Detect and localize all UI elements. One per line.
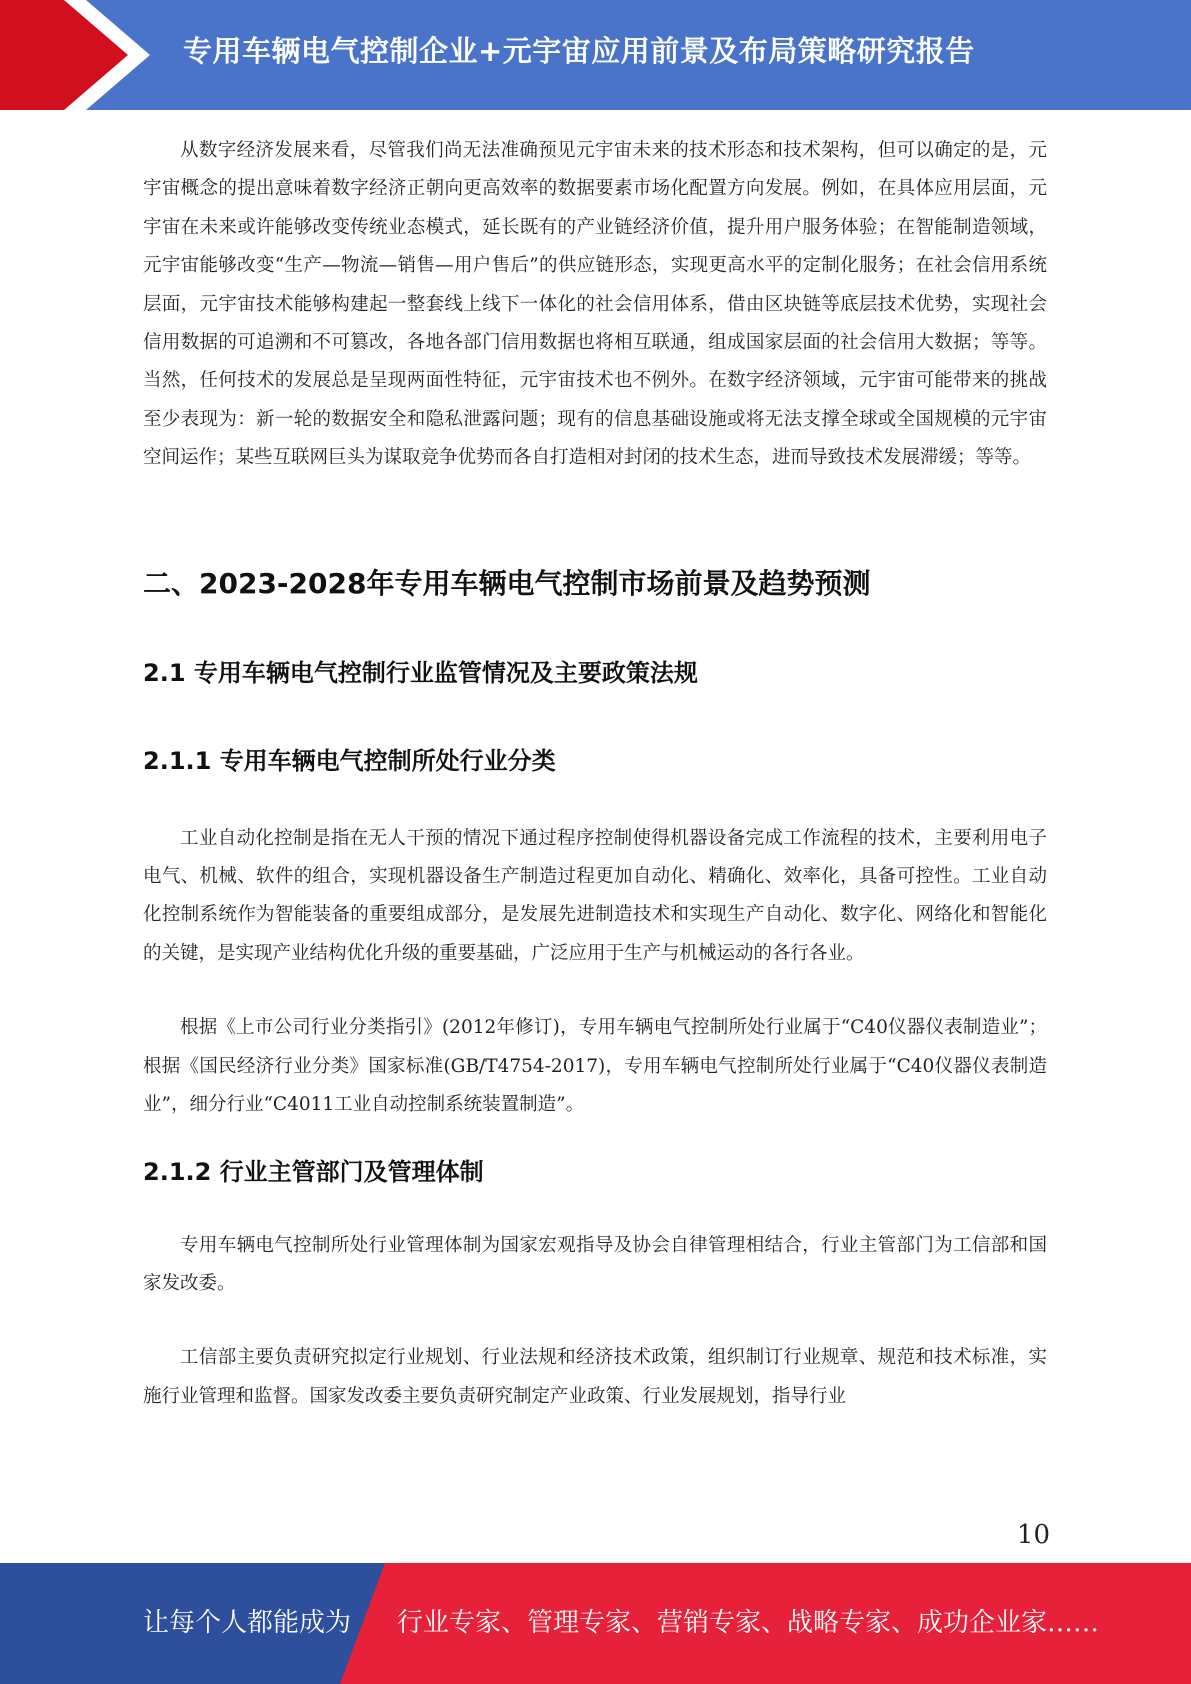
paragraph-industry-classification: 根据《上市公司行业分类指引》(2012年修订)，专用车辆电气控制所处行业属于“C40仪器仪表制造业”；根据《国民经济行业分类》国家标准(GB/T4754-2017)，专用车辆电气控制所处行业属于“C40仪器仪表制造业”，细分行业“C4011工业自动控制系统装置制造”。: [143, 1017, 1047, 1116]
report-title: 专用车辆电气控制企业+元宇宙应用前景及布局策略研究报告: [183, 34, 975, 68]
page-content: [143, 132, 1047, 1416]
subsection-heading-2-1-1: 2.1.1 专用车辆电气控制所处行业分类: [143, 746, 556, 775]
paragraph-metaverse-digital-economy: 从数字经济发展来看，尽管我们尚无法准确预见元宇宙未来的技术形态和技术架构，但可以确定的是，元宇宙概念的提出意味着数字经济正朝向更高效率的数据要素市场化配置方向发展。例如，在具体应用层面，元宇宙在未来或许能够改变传统业态模式，延长既有的产业链经济价值，提升用户服务体验；在智能制造领域，元宇宙能够改变“生产—物流—销售—用户售后”的供应链形态，实现更高水平的定制化服务；在社会信用系统层面，元宇宙技术能够构建起一整套线上线下一体化的社会信用体系，借由区块链等底层技术优势，实现社会信用数据的可追溯和不可篡改，各地各部门信用数据也将相互联通，组成国家层面的社会信用大数据；等等。当然，任何技术的发展总是呈现两面性特征，元宇宙技术也不例外。在数字经济领域，元宇宙可能带来的挑战至少表现为：新一轮的数据安全和隐私泄露问题；现有的信息基础设施或将无法支撑全球或全国规模的元宇宙空间运作；某些互联网巨头为谋取竞争优势而各自打造相对封闭的技术生态，进而导致技术发展滞缓；等等。: [143, 140, 1047, 469]
header-band: [0, 0, 1191, 110]
section-heading-2: 二、2023-2028年专用车辆电气控制市场前景及趋势预测: [143, 566, 871, 600]
subsection-heading-2-1: 2.1 专用车辆电气控制行业监管情况及主要政策法规: [143, 658, 698, 687]
footer-band: [0, 1563, 1191, 1684]
subsection-heading-2-1-2: 2.1.2 行业主管部门及管理体制: [143, 1157, 484, 1186]
paragraph-regulators: 工信部主要负责研究拟定行业规划、行业法规和经济技术政策，组织制订行业规章、规范和技术标准，实施行业管理和监督。国家发改委主要负责研究制定产业政策、行业发展规划，指导行业: [143, 1347, 1047, 1407]
footer-slogan-right: 行业专家、管理专家、营销专家、战略专家、成功企业家……: [397, 1608, 1100, 1638]
paragraph-industrial-automation: 工业自动化控制是指在无人干预的情况下通过程序控制使得机器设备完成工作流程的技术，主要利用电子电气、机械、软件的组合，实现机器设备生产制造过程更加自动化、精确化、效率化，具备可控性。工业自动化控制系统作为智能装备的重要组成部分，是发展先进制造技术和实现生产自动化、数字化、网络化和智能化的关键，是实现产业结构优化升级的重要基础，广泛应用于生产与机械运动的各行各业。: [143, 827, 1047, 964]
paragraph-management-system: 专用车辆电气控制所处行业管理体制为国家宏观指导及协会自律管理相结合，行业主管部门为工信部和国家发改委。: [143, 1234, 1047, 1294]
page-number: 10: [1016, 1520, 1050, 1550]
footer-slogan-left: 让每个人都能成为: [143, 1608, 352, 1638]
